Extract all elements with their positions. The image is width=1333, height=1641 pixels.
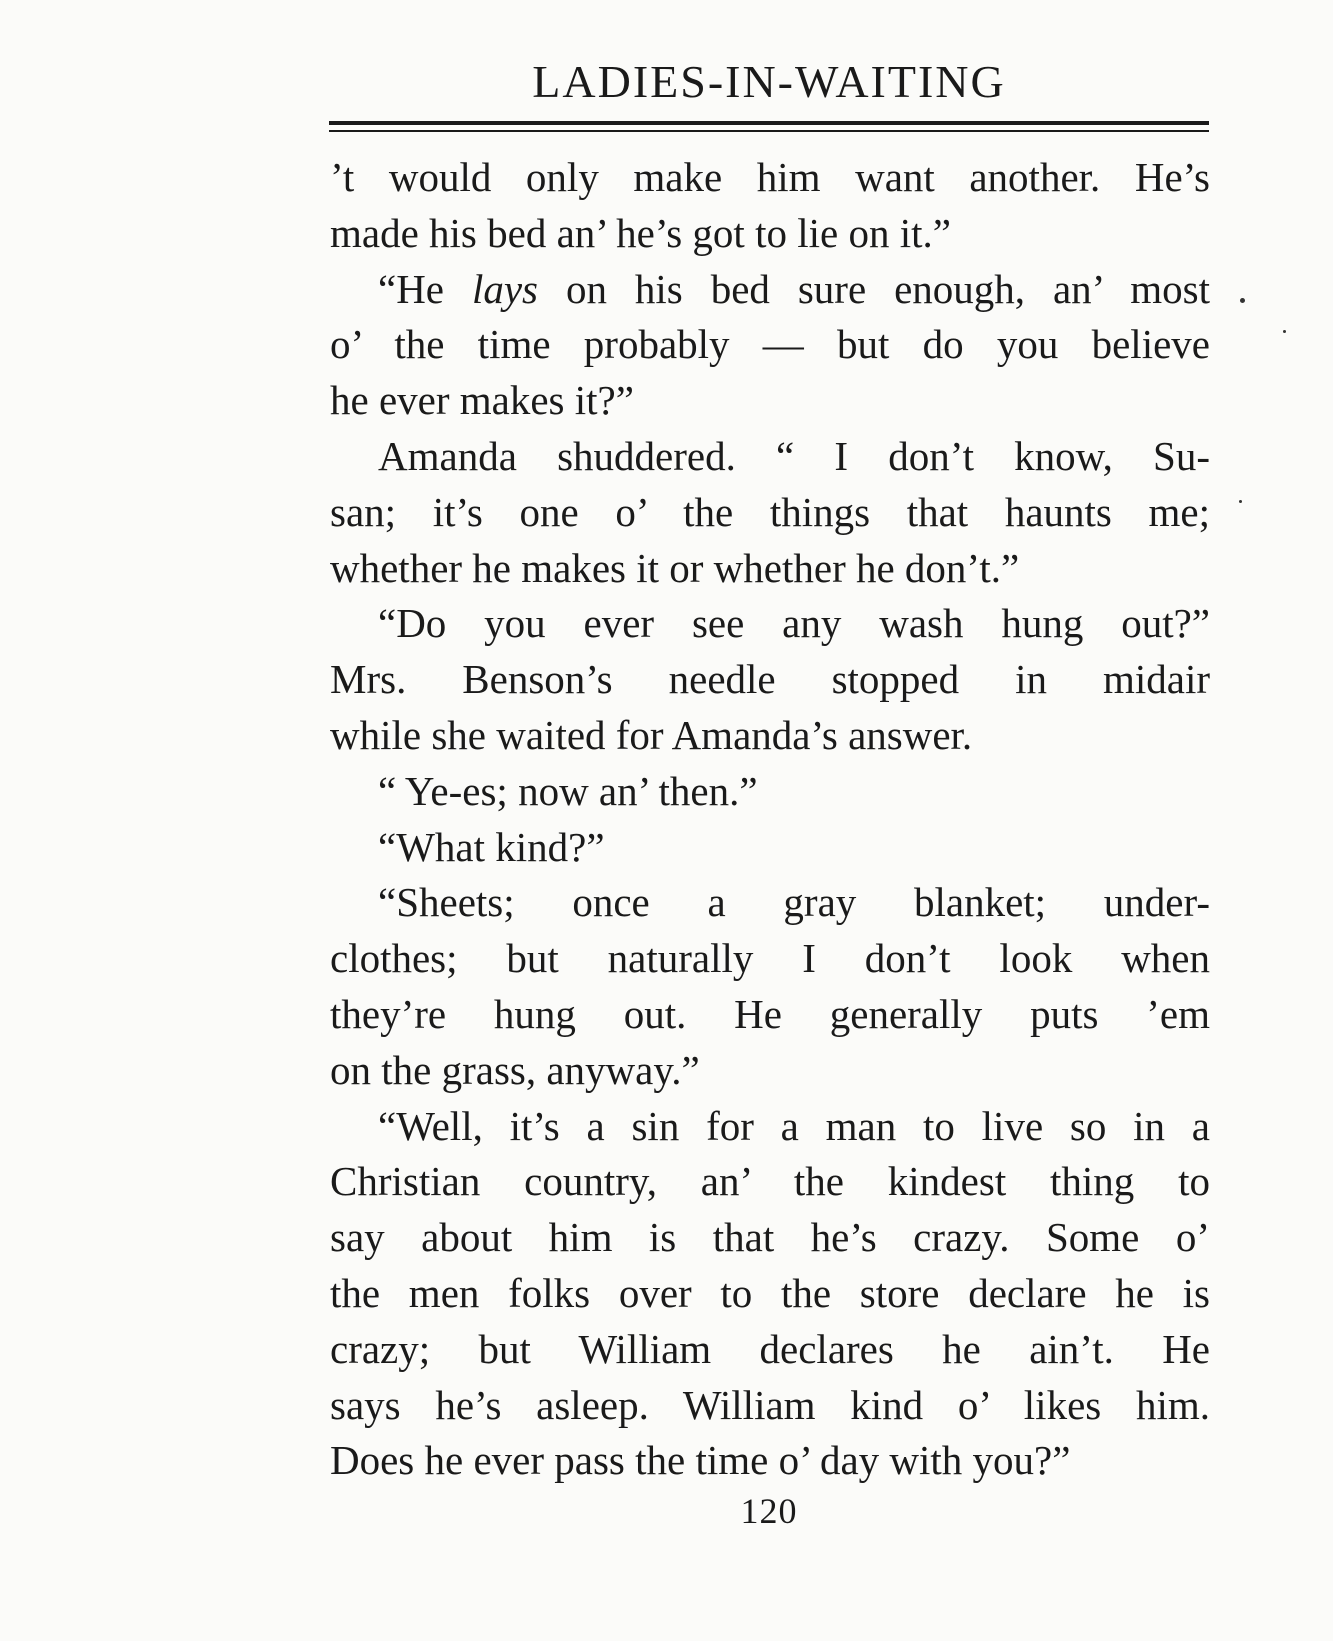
header-rule-thin	[329, 130, 1209, 132]
page-number: 120	[740, 1491, 798, 1531]
text-line: on the grass, anyway.”	[330, 1046, 700, 1093]
text-line: “ Ye-es; now an’ then.”	[378, 767, 758, 814]
text-line: Amanda shuddered. “ I don’t know, Su-	[378, 432, 1210, 479]
running-header: LADIES-IN-WAITING	[532, 56, 1006, 107]
text-line: “Well, it’s a sin for a man to live so in a	[378, 1102, 1210, 1149]
text-line: Does he ever pass the time o’ day with you?”	[330, 1437, 1071, 1484]
scan-speck	[1239, 500, 1242, 503]
scan-speck	[1240, 298, 1245, 303]
text-line: whether he makes it or whether he don’t.”	[330, 544, 1020, 591]
text-line: crazy; but William declares he ain’t. He	[330, 1325, 1210, 1372]
text-line: san; it’s one o’ the things that haunts me;	[330, 488, 1210, 535]
text-line	[330, 262, 1210, 318]
text-line: clothes; but naturally I don’t look when	[330, 935, 1210, 982]
text-fragment: “He	[378, 265, 472, 312]
header-rule-thick	[329, 121, 1209, 125]
text-line: “What kind?”	[378, 823, 605, 870]
text-line: o’ the time probably — but do you believe	[330, 321, 1210, 368]
text-line: ’t would only make him want another. He’s	[330, 154, 1210, 200]
text-line: made his bed an’ he’s got to lie on it.”	[330, 209, 951, 256]
text-line: they’re hung out. He generally puts ’em	[330, 990, 1210, 1037]
text-line: Mrs. Benson’s needle stopped in midair	[330, 656, 1210, 703]
text-line: the men folks over to the store declare he is	[330, 1269, 1210, 1316]
text-line: says he’s asleep. William kind o’ likes him.	[330, 1381, 1210, 1428]
text-line: Christian country, an’ the kindest thing to	[330, 1158, 1210, 1205]
text-fragment: on his bed sure enough, an’ most	[538, 265, 1210, 312]
text-line: say about him is that he’s crazy. Some o’	[330, 1214, 1210, 1261]
body-text	[330, 150, 1210, 1489]
text-line: “Do you ever see any wash hung out?”	[378, 600, 1210, 647]
scan-speck	[1283, 330, 1286, 333]
text-line: he ever makes it?”	[330, 377, 634, 424]
text-line: while she waited for Amanda’s answer.	[330, 711, 973, 758]
italic-word: lays	[471, 265, 538, 312]
text-line: “Sheets; once a gray blanket; under-	[378, 879, 1210, 926]
